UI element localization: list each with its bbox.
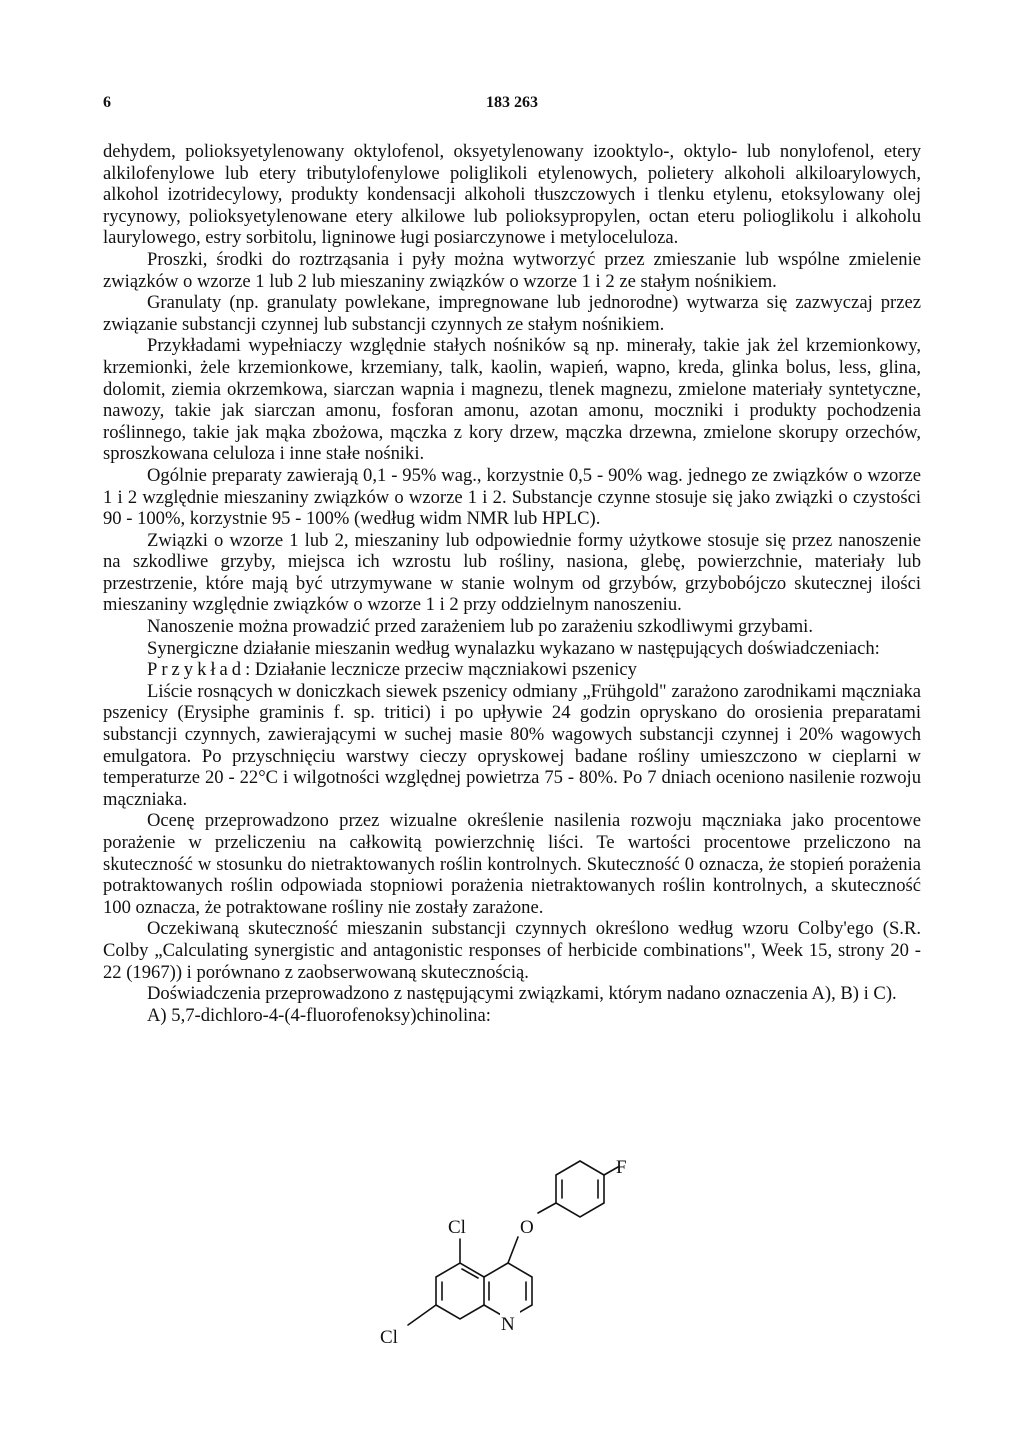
bond (436, 1263, 484, 1319)
label-o: O (520, 1217, 534, 1238)
chemical-structure (370, 1155, 640, 1355)
paragraph: Ocenę przeprowadzono przez wizualne określenie nasilenia rozwoju mączniaka jako procentowe porażenie w przeliczeniu na całkowitą powierzchnię liści. Te wartości procentowe przeliczono na skuteczność w stosunku do nietraktowanych roślin kontrolnych. Skuteczność 0 oznacza, że stopień porażenia potraktowanych roślin odpowiada stopniowi porażenia nietraktowanych roślin kontrolnych, a skuteczność 100 oznacza, że potraktowane rośliny nie zostały zarażone. (103, 810, 921, 918)
paragraph: dehydem, polioksyetylenowany oktylofenol, oksyetylenowany izooktylo-, oktylo- lub nonylofenol, etery alkilofenylowe lub etery tributylofenylowe poliglikoli etylenowych, polietery alkoholi alkiloarylowych, alkohol izotridecylowy, produkty kondensacji alkoholi tłuszczowych i tlenku etylenu, etoksylowany olej rycynowy, polioksyetylenowane etery alkilowe lub polioksypropylen, octan eteru polioglikolu i alkoholu laurylowego, estry sorbitolu, ligninowe ługi posiarczynowe i metyloceluloza. (103, 141, 921, 249)
page-number: 6 (103, 94, 111, 111)
paragraph: Oczekiwaną skuteczność mieszanin substancji czynnych określono według wzoru Colby'ego (S.R. Colby „Calculating synergistic and antagonistic responses of herbicide combinations", Week 15, strony 20 - 22 (1967)) i porównano z zaobserwowaną skutecznością. (103, 918, 921, 983)
paragraph: Synergiczne działanie mieszanin według wynalazku wykazano w następujących doświadczeniach: (147, 637, 880, 659)
paragraph: Liście rosnących w doniczkach siewek pszenicy odmiany „Frühgold" zarażono zarodnikami mączniaka pszenicy (Erysiphe graminis f. sp. tritici) i po upływie 24 godzin opryskano do orosienia preparatami substancji czynnych, zawierającymi w suchej masie 80% wagowych substancji czynnej i 20% wagowych emulgatora. Po przyschnięciu warstwy cieczy opryskowej badane rośliny umieszczono w cieplarni w temperaturze 20 - 22°C i wilgotności względnej powietrza 75 - 80%. Po 7 dniach oceniono nasilenie rozwoju mączniaka. (103, 680, 921, 810)
example-heading (103, 659, 921, 681)
paragraph: Nanoszenie można prowadzić przed zarażeniem lub po zarażeniu szkodliwymi grzybami. (147, 616, 813, 638)
bond (556, 1161, 604, 1217)
paragraph: Granulaty (np. granulaty powlekane, impregnowane lub jednorodne) wytwarza się zazwyczaj przez związanie substancji czynnej lub substancji czynnych ze stałym nośnikiem. (103, 292, 921, 335)
bond (538, 1203, 556, 1213)
example-title: : Działanie lecznicze przeciw mączniakowi pszenicy (245, 659, 637, 681)
paragraph: Przykładami wypełniaczy względnie stałych nośników są np. minerały, takie jak żel krzemionkowy, krzemionki, żele krzemionkowe, krzemiany, talk, kaolin, wapień, wapno, kreda, glinka bolus, less, glina, dolomit, ziemia okrzemkowa, siarczan wapnia i magnezu, tlenek magnezu, zmielone materiały syntetyczne, nawozy, takie jak siarczan amonu, fosforan amonu, azotan amonu, moczniki i produkty pochodzenia roślinnego, takie jak mąka zbożowa, mączka z kory drzew, mączka drzewna, zmielone skorupy orzechów, sproszkowana celuloza i inne stałe nośniki. (103, 335, 921, 465)
label-cl-left: Cl (380, 1327, 398, 1348)
label-n: N (501, 1314, 515, 1335)
label-f: F (616, 1157, 627, 1178)
structure-drawing (370, 1155, 640, 1355)
paragraph: Proszki, środki do roztrząsania i pyły można wytworzyć przez zmieszanie lub wspólne zmielenie związków o wzorze 1 lub 2 lub mieszaniny związków o wzorze 1 i 2 ze stałym nośnikiem. (103, 248, 921, 292)
page-header (103, 94, 921, 116)
paragraph: Doświadczenia przeprowadzono z następującymi związkami, którym nadano oznaczenia A), B) i C). (147, 983, 897, 1005)
bond (408, 1305, 436, 1325)
paragraph: Ogólnie preparaty zawierają 0,1 - 95% wag., korzystnie 0,5 - 90% wag. jednego ze związków o wzorze 1 i 2 względnie mieszaniny związków o wzorze 1 i 2. Substancje czynne stosuje się jako związki o czystości 90 - 100%, korzystnie 95 - 100% (według widm NMR lub HPLC). (103, 464, 921, 530)
label-cl-top: Cl (448, 1217, 466, 1238)
paragraph: A) 5,7-dichloro-4-(4-fluorofenoksy)chinolina: (147, 1004, 491, 1026)
bond (462, 1269, 478, 1278)
paragraph: Związki o wzorze 1 lub 2, mieszaniny lub odpowiednie formy użytkowe stosuje się przez nanoszenie na szkodliwe grzyby, miejsca ich wzrostu lub rośliny, nasiona, glebę, powierzchnie, materiały lub przestrzenie, które mają być utrzymywane w stanie wolnym od grzybów, grzybobójczo skutecznej ilości mieszaniny względnie związków o wzorze 1 i 2 przy oddzielnym nanoszeniu. (103, 529, 921, 616)
body-text (103, 141, 921, 1026)
bond (508, 1237, 518, 1263)
example-label: Przykład (147, 659, 246, 681)
document-number: 183 263 (486, 94, 538, 111)
